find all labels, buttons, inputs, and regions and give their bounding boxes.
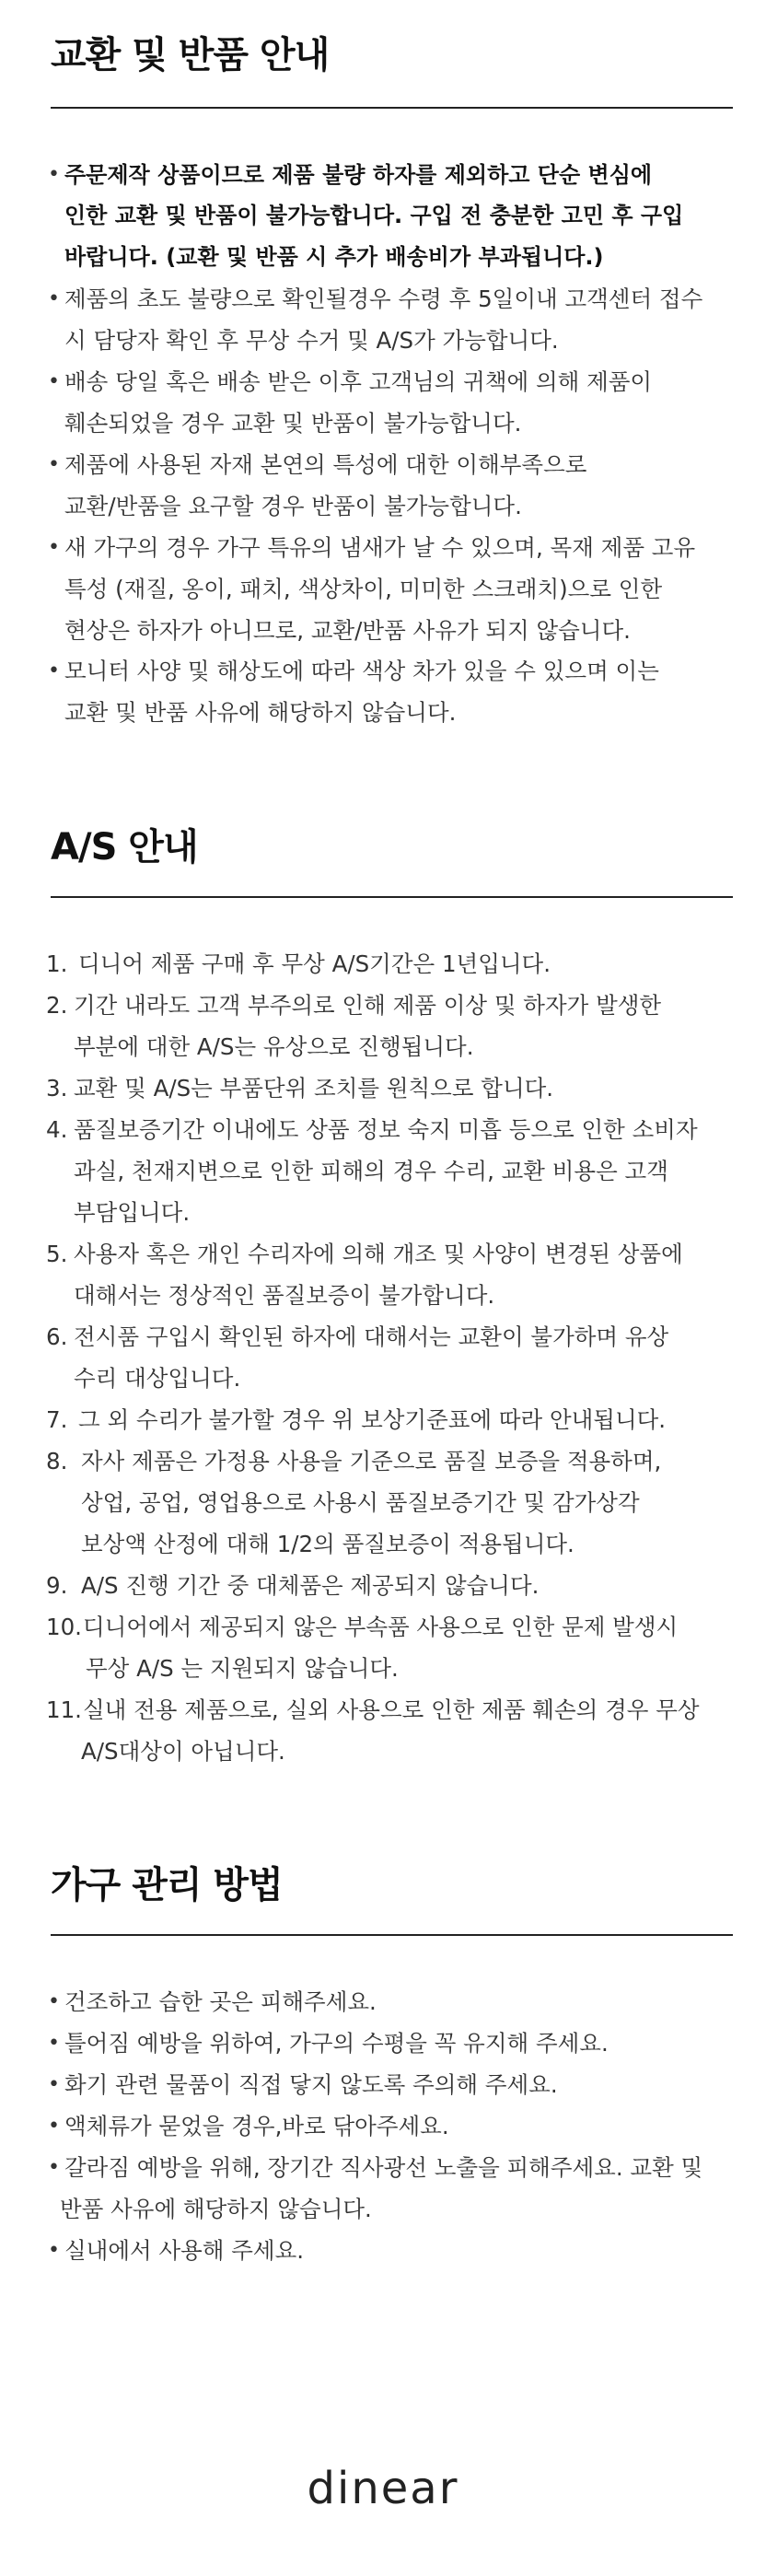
bullet-dot: • — [48, 2115, 60, 2138]
as-item-line: 기간 내라도 고객 부주의로 인해 제품 이상 및 하자가 발생한 — [74, 992, 662, 1019]
as-item-line: 과실, 천재지변으로 인한 피해의 경우 수리, 교환 비용은 고객 — [74, 1158, 668, 1184]
as-item-line: 부담입니다. — [74, 1199, 191, 1226]
brand-logo: dinear — [307, 2463, 459, 2514]
bullet-dot: • — [48, 536, 60, 559]
exchange-item-line: 제품에 사용된 자재 본연의 특성에 대한 이해부족으로 — [64, 451, 587, 478]
care-item-line: 화기 관련 물품이 직접 닿지 않도록 주의해 주세요. — [64, 2071, 558, 2098]
as-divider — [51, 896, 733, 898]
as-item-line: 디니어 제품 구매 후 무상 A/S기간은 1년입니다. — [78, 950, 551, 977]
exchange-return-divider — [51, 107, 733, 109]
care-item-line: 반품 사유에 해당하지 않습니다. — [60, 2196, 372, 2222]
as-item-number: 11. — [46, 1696, 82, 1723]
exchange-item-line: 교환 및 반품 사유에 해당하지 않습니다. — [64, 699, 457, 726]
bullet-dot: • — [48, 2032, 60, 2055]
as-item-number: 3. — [46, 1075, 68, 1102]
bullet-dot: • — [48, 659, 60, 682]
as-item-line: 상업, 공업, 영업용으로 사용시 품질보증기간 및 감가상각 — [81, 1489, 640, 1516]
care-item-line: 실내에서 사용해 주세요. — [64, 2237, 305, 2264]
care-title: 가구 관리 방법 — [51, 1864, 283, 1906]
bullet-dot: • — [48, 2156, 60, 2179]
exchange-item-line: 특성 (재질, 옹이, 패치, 색상차이, 미미한 스크래치)으로 인한 — [64, 576, 663, 602]
as-item-line: A/S대상이 아닙니다. — [81, 1738, 285, 1765]
exchange-item-line: 모니터 사양 및 해상도에 따라 색상 차가 있을 수 있으며 이는 — [64, 658, 659, 684]
bullet-dot: • — [48, 2073, 60, 2096]
bullet-dot: • — [48, 163, 60, 186]
as-item-line: 자사 제품은 가정용 사용을 기준으로 품질 보증을 적용하며, — [81, 1448, 662, 1474]
as-item-line: 수리 대상입니다. — [74, 1365, 241, 1392]
bullet-dot: • — [48, 287, 60, 310]
as-item-line: 사용자 혹은 개인 수리자에 의해 개조 및 사양이 변경된 상품에 — [74, 1241, 683, 1267]
as-item-line: 품질보증기간 이내에도 상품 정보 숙지 미흡 등으로 인한 소비자 — [74, 1116, 698, 1143]
as-item-number: 5. — [46, 1241, 68, 1267]
as-item-line: 보상액 산정에 대해 1/2의 품질보증이 적용됩니다. — [81, 1531, 574, 1557]
care-item-line: 틀어짐 예방을 위하여, 가구의 수평을 꼭 유지해 주세요. — [64, 2030, 609, 2057]
as-item-number: 4. — [46, 1116, 68, 1143]
care-item-line: 건조하고 습한 곳은 피해주세요. — [64, 1988, 377, 2015]
exchange-item-line: 제품의 초도 불량으로 확인될경우 수령 후 5일이내 고객센터 접수 — [64, 286, 703, 312]
exchange-item-line: 교환/반품을 요구할 경우 반품이 불가능합니다. — [64, 493, 522, 519]
as-item-line: 실내 전용 제품으로, 실외 사용으로 인한 제품 훼손의 경우 무상 — [83, 1696, 700, 1723]
care-item-line: 갈라짐 예방을 위해, 장기간 직사광선 노출을 피해주세요. 교환 및 — [64, 2154, 703, 2181]
bullet-dot: • — [48, 370, 60, 393]
exchange-item-line: 시 담당자 확인 후 무상 수거 및 A/S가 가능합니다. — [64, 327, 559, 354]
as-title: A/S 안내 — [51, 826, 198, 868]
care-item-line: 액체류가 묻었을 경우,바로 닦아주세요. — [64, 2113, 449, 2139]
as-item-line: 디니어에서 제공되지 않은 부속품 사용으로 인한 문제 발생시 — [83, 1614, 679, 1640]
care-divider — [51, 1934, 733, 1936]
as-item-number: 6. — [46, 1323, 68, 1350]
as-item-number: 2. — [46, 992, 68, 1019]
exchange-return-title: 교환 및 반품 안내 — [51, 34, 330, 76]
exchange-item-line: 배송 당일 혹은 배송 받은 이후 고객님의 귀책에 의해 제품이 — [64, 368, 653, 395]
as-item-line: 전시품 구입시 확인된 하자에 대해서는 교환이 불가하며 유상 — [74, 1323, 669, 1350]
as-item-number: 9. — [46, 1572, 68, 1599]
bullet-dot: • — [48, 453, 60, 476]
as-item-number: 10. — [46, 1614, 82, 1640]
as-item-line: 무상 A/S 는 지원되지 않습니다. — [86, 1655, 399, 1682]
as-item-line: 부분에 대한 A/S는 유상으로 진행됩니다. — [74, 1033, 474, 1060]
exchange-item-line: 새 가구의 경우 가구 특유의 냄새가 날 수 있으며, 목재 제품 고유 — [64, 534, 696, 561]
as-item-line: 교환 및 A/S는 부품단위 조치를 원칙으로 합니다. — [74, 1075, 554, 1102]
as-item-number: 8. — [46, 1448, 68, 1474]
bullet-dot: • — [48, 1990, 60, 2013]
exchange-item-line: 현상은 하자가 아니므로, 교환/반품 사유가 되지 않습니다. — [64, 617, 631, 644]
exchange-item-line: 훼손되었을 경우 교환 및 반품이 불가능합니다. — [64, 410, 522, 437]
as-item-number: 7. — [46, 1406, 68, 1433]
exchange-item-line: 주문제작 상품이므로 제품 불량 하자를 제외하고 단순 변심에 — [64, 162, 653, 188]
exchange-item-line: 인한 교환 및 반품이 불가능합니다. 구입 전 충분한 고민 후 구입 — [64, 203, 684, 228]
as-item-number: 1. — [46, 950, 68, 977]
exchange-item-line: 바랍니다. (교환 및 반품 시 추가 배송비가 부과됩니다.) — [64, 244, 604, 270]
bullet-dot: • — [48, 2239, 60, 2262]
as-item-line: A/S 진행 기간 중 대체품은 제공되지 않습니다. — [81, 1572, 540, 1599]
as-item-line: 대해서는 정상적인 품질보증이 불가합니다. — [74, 1282, 495, 1309]
as-item-line: 그 외 수리가 불가할 경우 위 보상기준표에 따라 안내됩니다. — [78, 1406, 667, 1433]
